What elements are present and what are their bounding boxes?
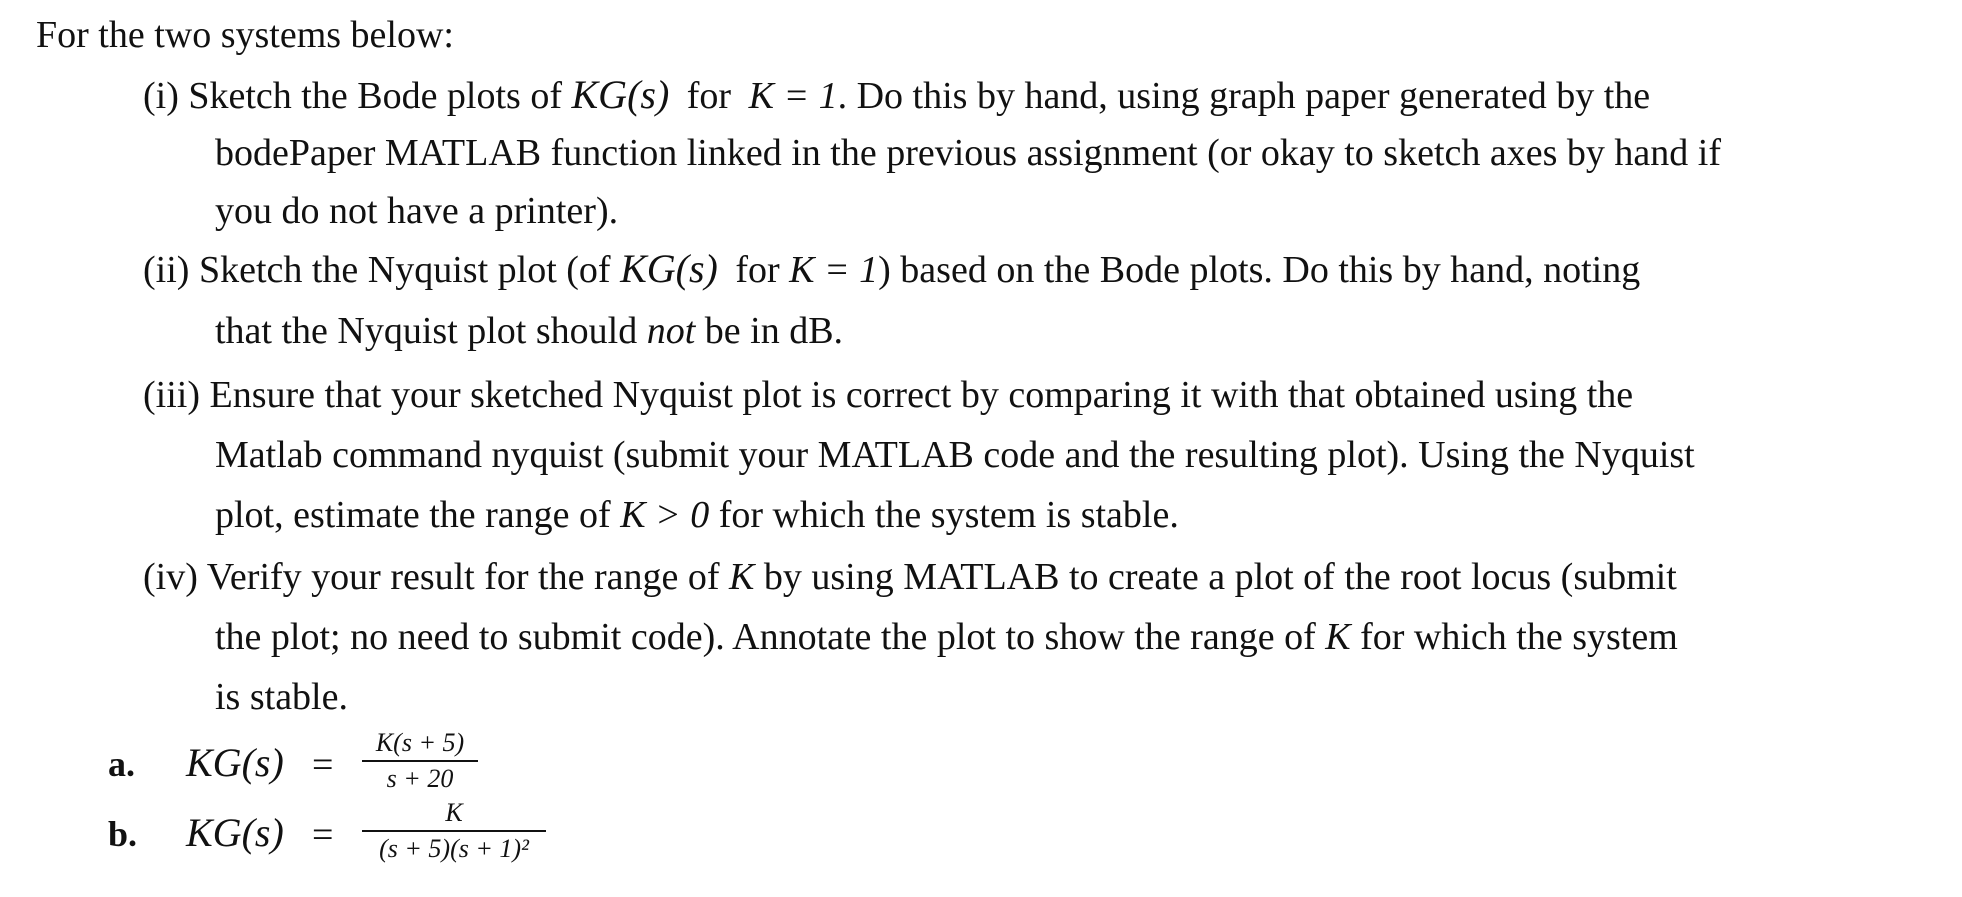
item-i-line-2: bodePaper MATLAB function linked in the previous assignment (or okay to sketch axes by hand if	[215, 132, 1721, 174]
system-b-label: b.	[108, 814, 138, 854]
system-a-equals: =	[312, 744, 334, 786]
system-a-fraction	[362, 728, 478, 794]
system-a-denominator: s + 20	[386, 764, 454, 793]
item-iv-line-1	[143, 554, 1677, 600]
math-k-gt-0: K > 0	[620, 494, 710, 536]
item-ii-text-b: for	[735, 249, 780, 291]
item-iv-line-2	[215, 614, 1678, 660]
item-ii-text-c: ) based on the Bode plots. Do this by hand, noting	[878, 249, 1641, 291]
item-iii-line-2: Matlab command nyquist (submit your MATLAB code and the resulting plot). Using the Nyquist	[215, 434, 1695, 476]
item-iii-line-3-b: for which the system is stable.	[718, 494, 1179, 536]
system-a-label: a.	[108, 744, 135, 784]
math-k: K	[1325, 616, 1351, 658]
math-kgs: KG(s)	[571, 72, 670, 117]
item-iv-line-2-b: for which the system	[1360, 616, 1678, 658]
item-ii-line-1	[143, 246, 1640, 293]
item-i-line-3: you do not have a printer).	[215, 190, 619, 232]
item-i-text-b: for	[686, 75, 732, 117]
item-iii-line-3-a: plot, estimate the range of	[215, 494, 611, 536]
item-iv-line-3: is stable.	[215, 676, 348, 718]
item-iv-line-1-b: by using MATLAB to create a plot of the root locus (submit	[763, 556, 1677, 598]
intro-text: For the two systems below:	[36, 14, 454, 56]
item-i-label: (i)	[143, 75, 179, 117]
system-b-denominator: (s + 5)(s + 1)²	[379, 834, 529, 863]
item-iv-line-2-a: the plot; no need to submit code). Annotate the plot to show the range of	[215, 616, 1316, 658]
item-ii-label: (ii)	[143, 249, 190, 291]
item-iii-label: (iii)	[143, 374, 200, 416]
item-i-text-a: Sketch the Bode plots of	[188, 75, 562, 117]
system-b-numerator: K	[445, 798, 463, 827]
item-i-text-c: . Do this by hand, using graph paper generated by the	[837, 75, 1651, 117]
item-ii-line-2-emphasis: not	[646, 310, 696, 352]
item-ii-text-a: Sketch the Nyquist plot (of	[198, 249, 611, 291]
system-b-fraction	[362, 798, 546, 864]
math-k: K	[729, 556, 755, 598]
system-b-equals: =	[312, 814, 334, 856]
item-iii-line-3	[215, 492, 1179, 538]
item-iv-label: (iv)	[143, 556, 198, 598]
item-iii-line-1-text: Ensure that your sketched Nyquist plot is correct by comparing it with that obtained using the	[209, 374, 1634, 416]
item-ii-line-2-b: be in dB.	[704, 310, 844, 352]
math-kgs: KG(s)	[620, 246, 718, 291]
math-k-eq-1: K = 1	[748, 75, 838, 117]
item-ii-line-2	[215, 308, 843, 354]
system-a-numerator: K(s + 5)	[375, 728, 465, 757]
item-iv-line-1-a: Verify your result for the range of	[206, 556, 720, 598]
system-a-lhs: KG(s)	[186, 740, 284, 785]
item-ii-line-2-a: that the Nyquist plot should	[215, 310, 638, 352]
math-k-eq-1: K = 1	[789, 249, 879, 291]
item-i-line-1	[143, 72, 1650, 119]
item-iii-line-1	[143, 372, 1633, 418]
system-b-lhs: KG(s)	[186, 810, 284, 855]
